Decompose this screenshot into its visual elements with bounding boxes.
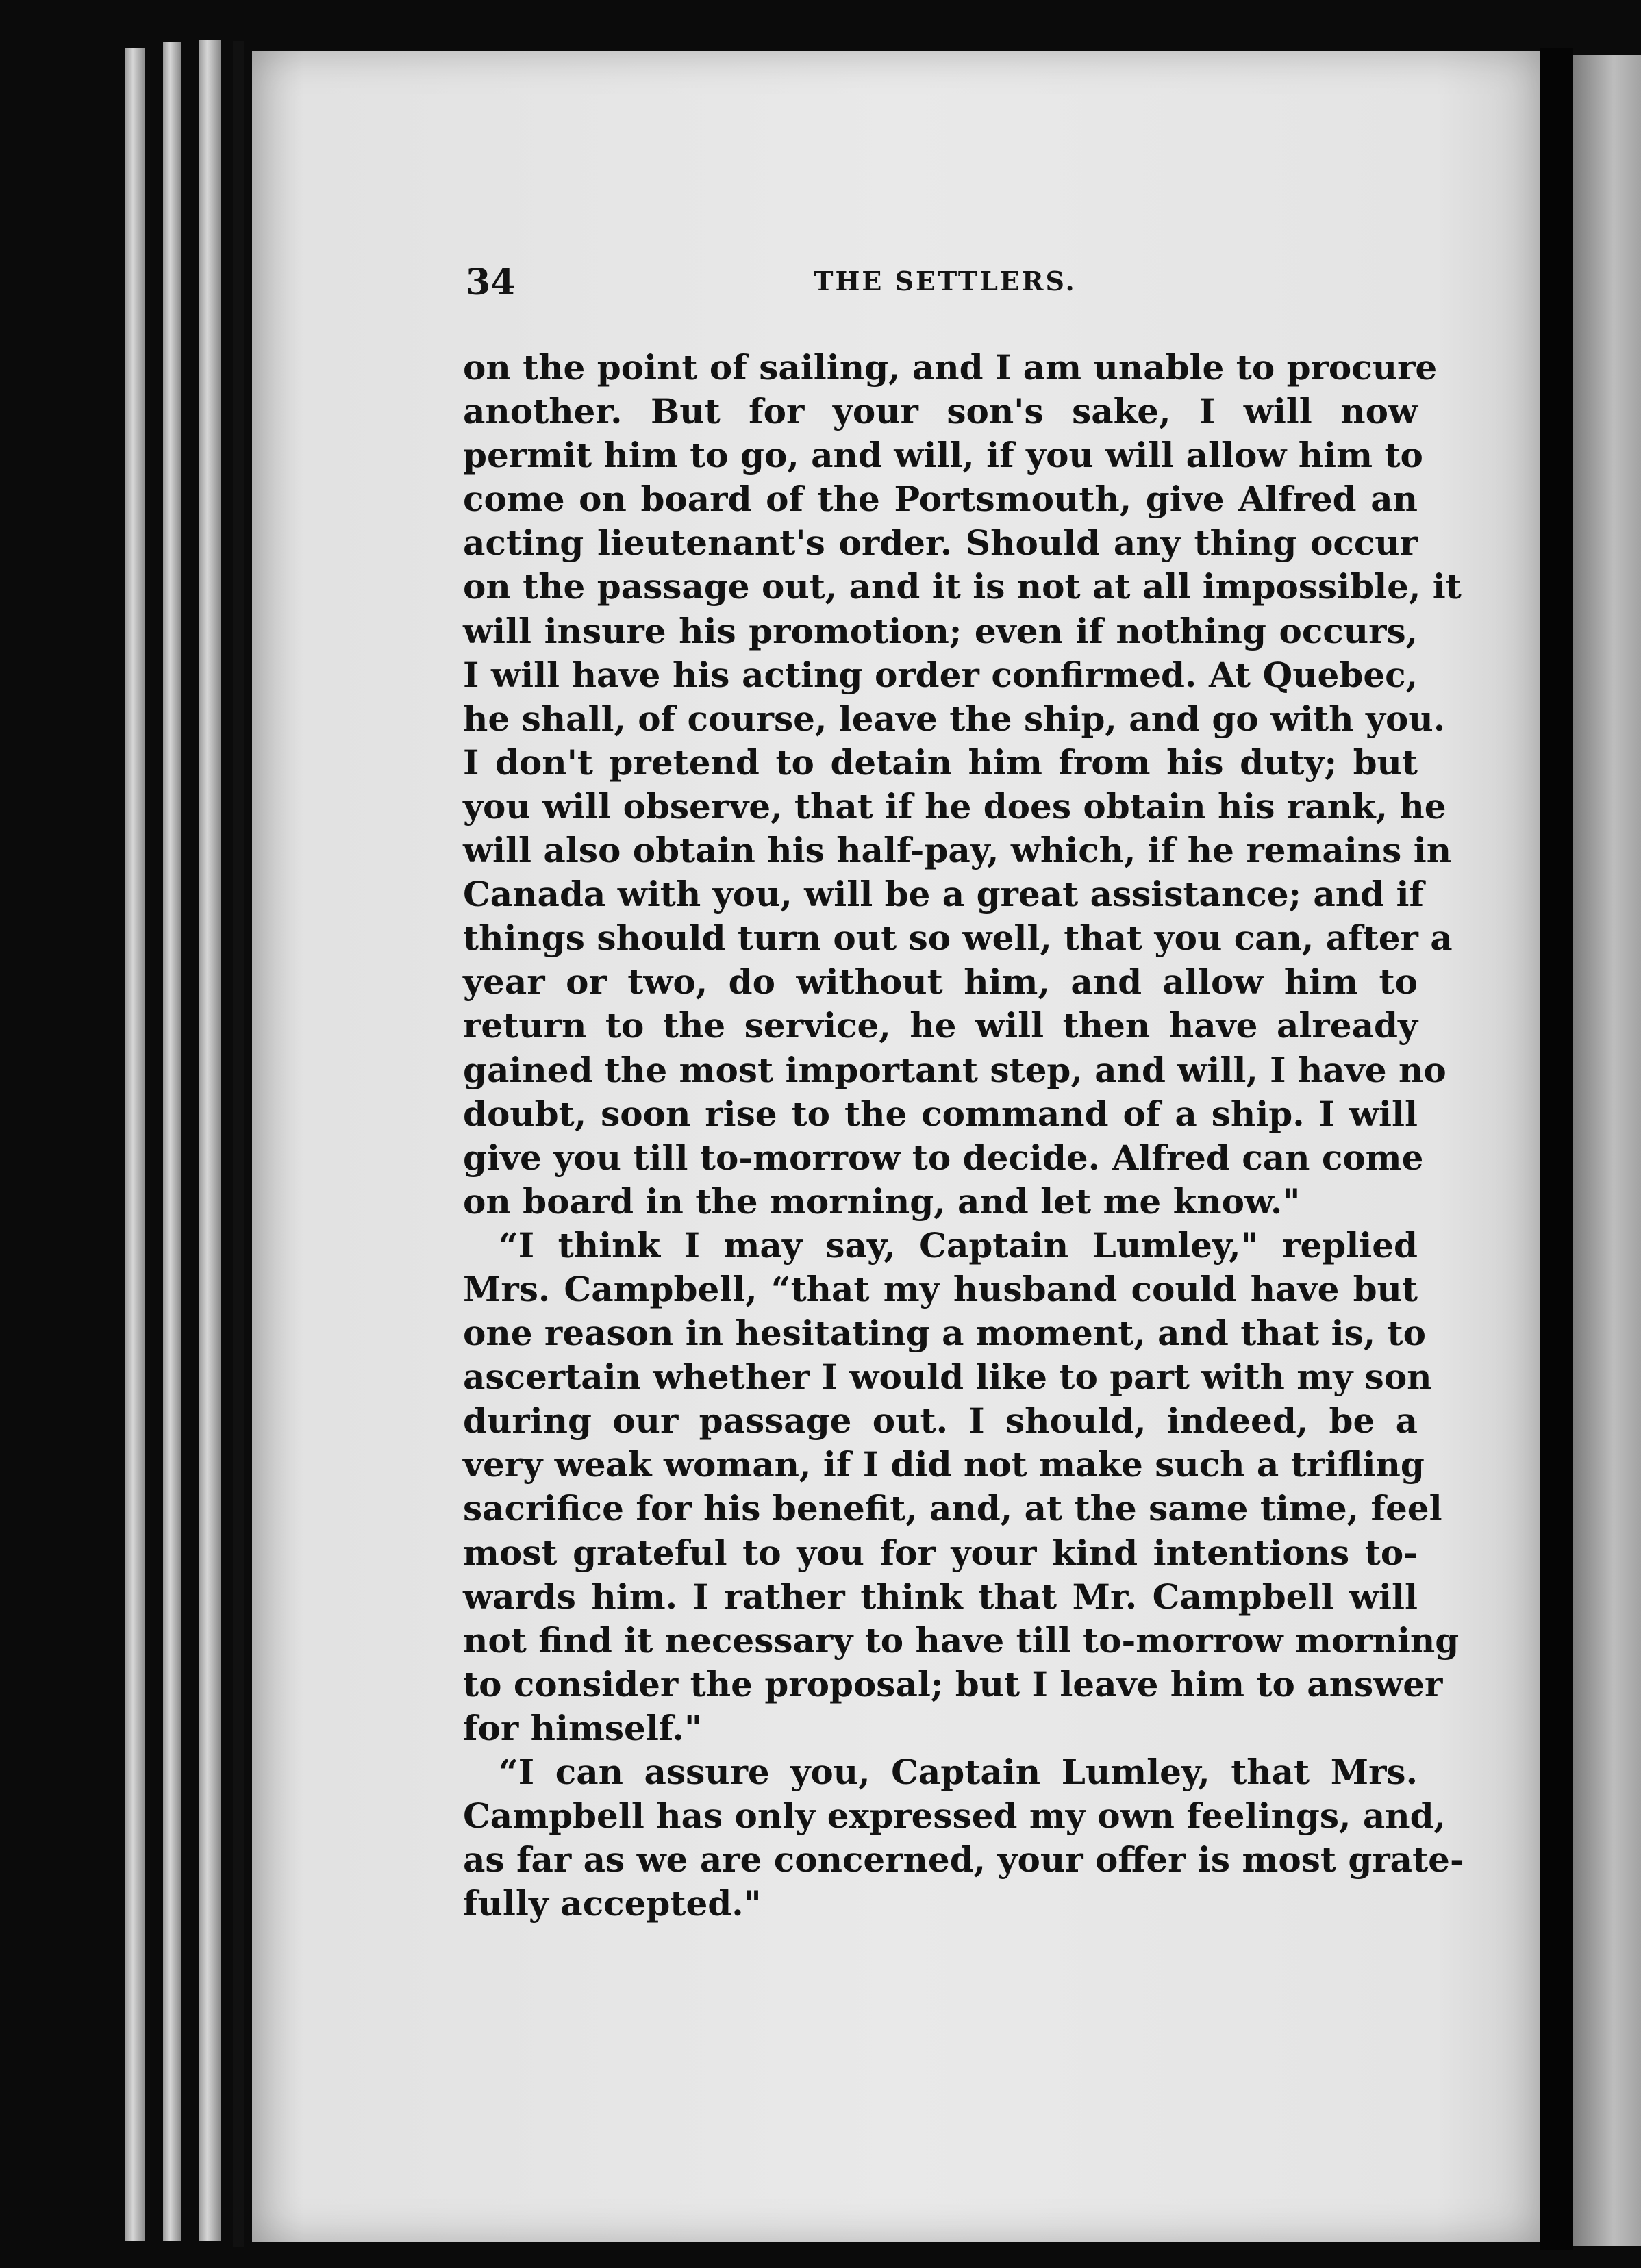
- text-line: sacrifice for his benefit, and, at the same time, feel: [463, 1488, 1442, 1529]
- text-line: Campbell has only expressed my own feelings, and,: [463, 1796, 1446, 1837]
- text-line: you will observe, that if he does obtain his rank, he: [463, 785, 1446, 827]
- text-line: on the passage out, and it is not at all impossible, it: [463, 566, 1462, 607]
- text-line: he shall, of course, leave the ship, and go with you.: [463, 698, 1446, 739]
- text-line: for himself.": [463, 1707, 702, 1748]
- text-line: another. But for your son's sake, I will now: [463, 391, 1418, 432]
- text-line: not find it necessary to have till to-morrow morning: [463, 1620, 1460, 1661]
- text-line: permit him to go, and will, if you will allow him to: [463, 435, 1423, 476]
- gutter-shadow: [1540, 48, 1573, 2250]
- page-edge: [199, 40, 221, 2241]
- page-edge: [163, 42, 181, 2241]
- text-line: most grateful to you for your kind intentions to-: [463, 1532, 1418, 1573]
- text-line: I will have his acting order confirmed. At Quebec,: [463, 654, 1418, 695]
- text-line: Mrs. Campbell, “that my husband could have but: [463, 1268, 1418, 1309]
- text-line: to consider the proposal; but I leave him to answer: [463, 1663, 1443, 1704]
- text-line: one reason in hesitating a moment, and that is, to: [463, 1313, 1427, 1354]
- text-line: gained the most important step, and will, I have no: [463, 1049, 1446, 1090]
- page-edge: [125, 48, 145, 2241]
- text-line: things should turn out so well, that you can, after a: [463, 918, 1453, 959]
- text-line: fully accepted.": [463, 1883, 762, 1924]
- text-line: “I think I may say, Captain Lumley," replied: [499, 1224, 1418, 1265]
- text-line: as far as we are concerned, your offer is most grate-: [463, 1839, 1464, 1880]
- text-line: acting lieutenant's order. Should any thing occur: [463, 522, 1418, 564]
- page-number: 34: [466, 262, 516, 303]
- running-head: [466, 262, 1425, 310]
- text-line: return to the service, he will then have already: [463, 1005, 1418, 1046]
- spine-shadow: [233, 41, 244, 2247]
- text-line: wards him. I rather think that Mr. Campbell will: [463, 1576, 1418, 1617]
- text-line: “I can assure you, Captain Lumley, that Mrs.: [499, 1752, 1418, 1792]
- text-line: year or two, do without him, and allow him to: [463, 961, 1418, 1003]
- text-line: give you till to-morrow to decide. Alfred can come: [463, 1137, 1424, 1178]
- text-line: I don't pretend to detain him from his duty; but: [463, 742, 1418, 783]
- text-line: come on board of the Portsmouth, give Alfred an: [463, 479, 1418, 520]
- body-text: [463, 346, 1464, 1926]
- text-line: Canada with you, will be a great assistance; and if: [463, 874, 1425, 915]
- text-line: will also obtain his half-pay, which, if he remains in: [463, 830, 1452, 871]
- running-title: THE SETTLERS.: [814, 266, 1077, 297]
- text-line: during our passage out. I should, indeed, be a: [463, 1400, 1418, 1441]
- text-line: very weak woman, if I did not make such a trifling: [463, 1444, 1425, 1485]
- text-line: on the point of sailing, and I am unable to procure: [463, 347, 1438, 388]
- facing-page-edge: [1573, 55, 1641, 2246]
- text-line: on board in the morning, and let me know.": [463, 1181, 1301, 1222]
- text-line: doubt, soon rise to the command of a ship. I will: [463, 1093, 1418, 1134]
- text-line: ascertain whether I would like to part with my son: [463, 1357, 1432, 1398]
- text-line: will insure his promotion; even if nothing occurs,: [463, 610, 1418, 651]
